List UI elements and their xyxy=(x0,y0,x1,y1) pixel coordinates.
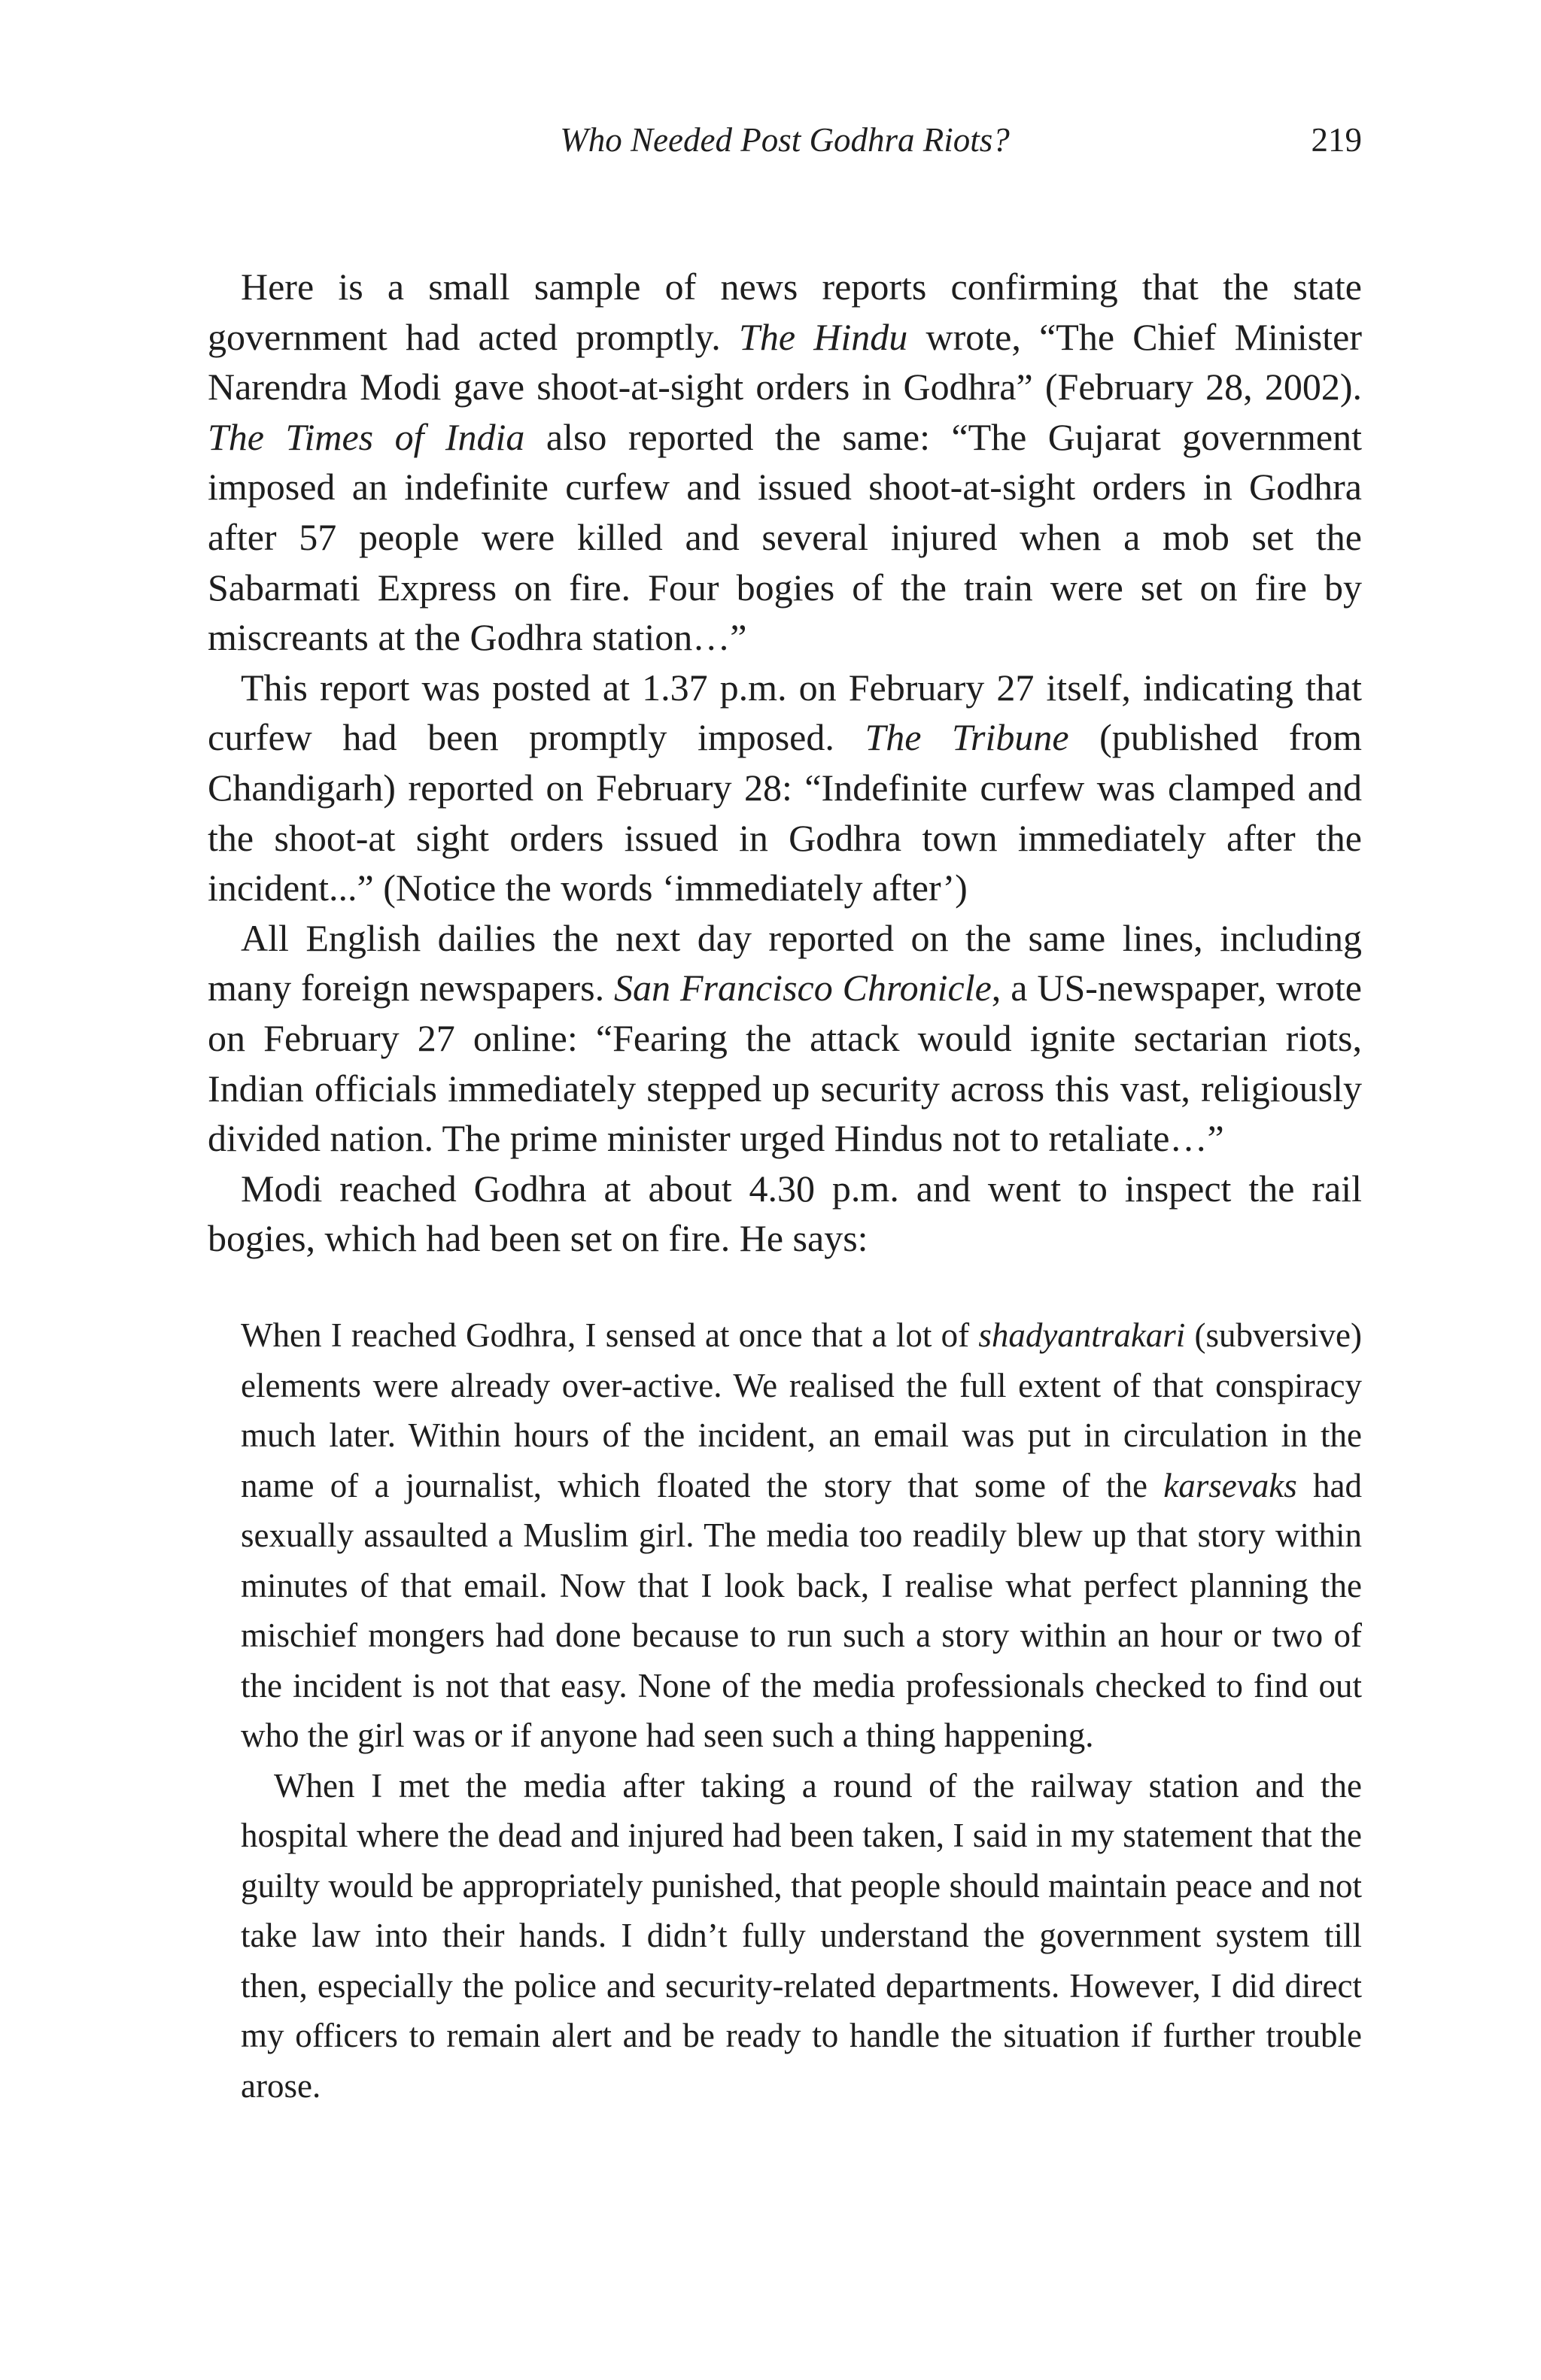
text-run: had sexually assaulted a Muslim girl. The media too readily blew up that story within minutes of that email. Now that I look back, I realise what perfect planning the mischief mongers had done because to run such a story within an hour or two of the incident is not that easy. None of the media professionals checked to find out who the girl was or if anyone had seen such a thing happening. xyxy=(241,1466,1362,1754)
quote-paragraph-reached-godhra xyxy=(241,1310,1362,1761)
text-run: Modi reached Godhra at about 4.30 p.m. and went to inspect the rail bogies, which had been set on fire. He says: xyxy=(208,1167,1362,1260)
text-run: This report was posted at 1.37 p.m. on February 27 itself, indicating that curfew had been promptly imposed. xyxy=(208,666,1362,759)
running-head xyxy=(208,117,1362,162)
paragraph-modi-reached xyxy=(208,1164,1362,1264)
text-run: Here is a small sample of news reports confirming that the state government had acted promptly. xyxy=(208,266,1362,358)
text-run: (published from Chandigarh) reported on February 28: “Indefinite curfew was clamped and the shoot-at sight orders issued in Godhra town immediately after the incident...” (Notice the words ‘immediately after’) xyxy=(208,716,1362,909)
text-run: All English dailies the next day reported on the same lines, including many foreign newspapers. xyxy=(208,916,1362,1009)
italic-term: shadyantrakari xyxy=(978,1316,1186,1354)
text-run: also reported the same: “The Gujarat government imposed an indefinite curfew and issued shoot-at-sight orders in Godhra after 57 people were killed and several injured when a mob set the Sabarmati Express on fire. Four bogies of the train were set on fire by miscreants at the Godhra station…” xyxy=(208,415,1362,659)
paragraph-english-dailies xyxy=(208,913,1362,1164)
publication-title: San Francisco Chronicle xyxy=(614,967,992,1009)
running-title: Who Needed Post Godhra Riots? xyxy=(560,121,1010,159)
block-quote xyxy=(241,1310,1362,2111)
page-number: 219 xyxy=(1311,121,1362,159)
paragraph-news-reports xyxy=(208,262,1362,663)
quote-paragraph-met-media xyxy=(241,1761,1362,2111)
publication-title: The Hindu xyxy=(739,315,908,358)
italic-term: karsevaks xyxy=(1163,1466,1297,1504)
text-run: wrote, “The Chief Minister Narendra Modi gave shoot-at-sight orders in Godhra” (February 28, 2002). xyxy=(208,315,1363,408)
publication-title: The Tribune xyxy=(865,716,1069,759)
text-run: (subversive) elements were already over-active. We realised the full extent of that conspiracy much later. Within hours of the incident, an email was put in circulation in the name of a journalist, which floated the story that some of the xyxy=(241,1316,1362,1504)
text-run: , a US-newspaper, wrote on February 27 online: “Fearing the attack would ignite sectarian riots, Indian officials immediately stepped up security across this vast, religiously divided nation. The prime minister urged Hindus not to retaliate…” xyxy=(208,967,1362,1160)
publication-title: The Times of India xyxy=(208,415,525,458)
body-text xyxy=(208,262,1362,1264)
paragraph-curfew-report xyxy=(208,663,1362,913)
text-run: When I met the media after taking a round of the railway station and the hospital where the dead and injured had been taken, I said in my statement that the guilty would be appropriately punished, that people should maintain peace and not take law into their hands. I didn’t fully understand the government system till then, especially the police and security-related departments. However, I did direct my officers to remain alert and be ready to handle the situation if further trouble arose. xyxy=(241,1766,1362,2105)
text-run: When I reached Godhra, I sensed at once that a lot of xyxy=(241,1316,979,1354)
